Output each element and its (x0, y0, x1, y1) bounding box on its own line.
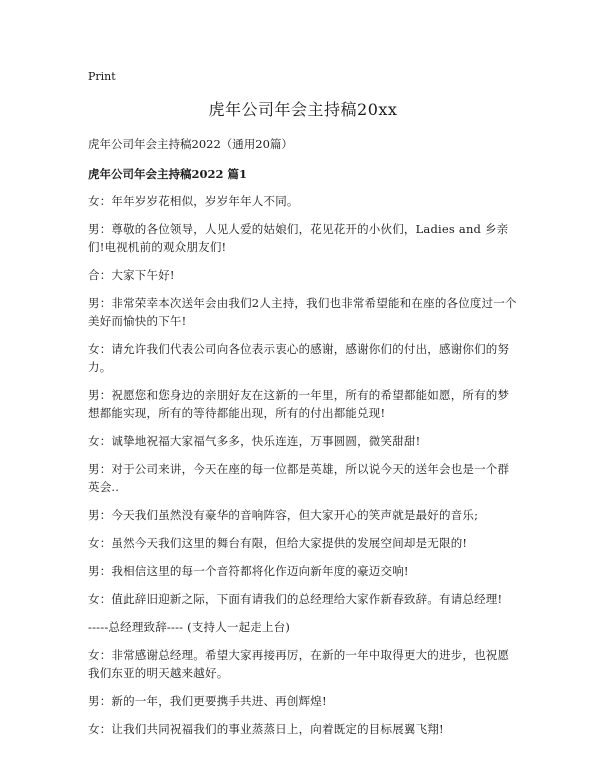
page-title: 虎年公司年会主持稿20xx (208, 100, 398, 119)
paragraph: 女：让我们共同祝福我们的事业蒸蒸日上，向着既定的目标展翼飞翔! (88, 722, 444, 736)
paragraph: 男：尊敬的各位领导，人见人爱的姑娘们，花见花开的小伙们，Ladies and 乡亲们!电视机前的观众朋友们! (88, 222, 509, 254)
paragraph: 女：虽然今天我们这里的舞台有限，但给大家提供的发展空间却是无限的! (88, 536, 468, 550)
paragraph: 女：请允许我们代表公司向各位表示衷心的感谢，感谢你们的付出，感谢你们的努力。 (88, 342, 510, 374)
paragraph: 女：非常感谢总经理。希望大家再接再厉，在新的一年中取得更大的进步，也祝愿我们东亚的明天越来越好。 (88, 648, 510, 680)
paragraph: 男：新的一年，我们更要携手共进、再创辉煌! (88, 694, 327, 708)
document-subtitle: 虎年公司年会主持稿2022（通用20篇） (88, 137, 293, 151)
paragraph: 女：年年岁岁花相似，岁岁年年人不同。 (88, 194, 299, 208)
paragraph: 女：诚挚地祝福大家福气多多，快乐连连，万事圆圆，微笑甜甜! (88, 434, 421, 448)
print-label: Print (88, 70, 116, 83)
paragraph: 男：我相信这里的每一个音符都将化作迈向新年度的豪迈交响! (88, 564, 409, 578)
paragraph: 男：非常荣幸本次送年会由我们2人主持，我们也非常希望能和在座的各位度过一个美好而愉快的下午! (88, 296, 517, 328)
paragraph: 男：对于公司来讲，今天在座的每一位都是英雄，所以说今天的送年会也是一个群英会.. (88, 462, 510, 494)
section-heading: 虎年公司年会主持稿2022 篇1 (88, 167, 248, 181)
paragraph: 合：大家下午好! (88, 268, 175, 282)
paragraph: 女：值此辞旧迎新之际，下面有请我们的总经理给大家作新春致辞。有请总经理! (88, 592, 503, 606)
paragraph: 男：今天我们虽然没有豪华的音响阵容，但大家开心的笑声就是最好的音乐; (88, 508, 479, 522)
paragraph: 男：祝愿您和您身边的亲朋好友在这新的一年里，所有的希望都能如愿，所有的梦想都能实现，所有的等待都能出现，所有的付出都能兑现! (88, 388, 510, 420)
document-page (88, 70, 518, 748)
paragraph: -----总经理致辞---- (支持人一起走上台) (88, 620, 291, 634)
